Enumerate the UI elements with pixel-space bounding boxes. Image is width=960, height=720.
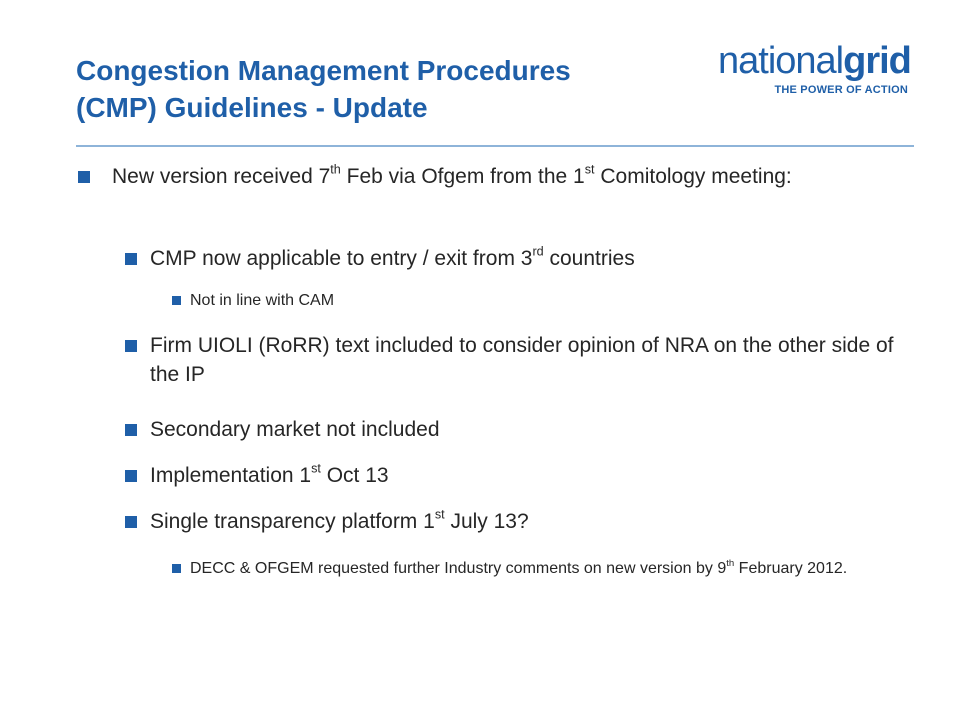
bullet-text [190,557,848,577]
bullet-text-part: July 13? [444,510,529,533]
bullet-item-level3 [190,558,902,580]
bullet-item-level2 [150,331,902,389]
bullet-text-part: February 2012. [734,560,848,577]
ordinal-suffix: rd [532,244,544,259]
bullet-text-part: Oct 13 [320,464,389,487]
square-bullet-icon [172,564,181,573]
bullet-item-level2 [150,507,902,536]
ordinal-suffix: th [726,557,735,569]
bullet-item-level1 [112,162,902,191]
square-bullet-icon [125,516,137,528]
bullet-text-part: Implementation 1 [150,464,312,487]
bullet-text-part: New version received 7 [112,165,331,188]
bullet-text-part: CMP now applicable to entry / exit from 3 [150,247,533,270]
ordinal-suffix: st [434,507,445,522]
square-bullet-icon [78,171,90,183]
bullet-text [190,292,334,309]
bullet-text-part: Feb via Ofgem from the 1 [340,165,585,188]
square-bullet-icon [172,296,181,305]
logo-tagline: THE POWER OF ACTION [774,84,908,96]
square-bullet-icon [125,424,137,436]
slide-title-line1: Congestion Management Procedures [76,55,571,86]
bullet-text [112,162,792,188]
bullet-text [150,461,389,487]
bullet-item-level2 [150,461,902,490]
bullet-item-level3 [190,290,902,312]
ordinal-suffix: th [330,162,341,177]
bullet-text-part: countries [543,247,635,270]
bullet-text-part: Secondary market not included [150,418,440,441]
bullet-text-part: Firm UIOLI (RoRR) text included to consider opinion of NRA on the other side of the IP [150,334,894,386]
square-bullet-icon [125,340,137,352]
bullet-text-part: Comitology meeting: [594,165,792,188]
slide-title-line2: (CMP) Guidelines - Update [76,92,428,123]
square-bullet-icon [125,253,137,265]
ordinal-suffix: st [311,461,321,476]
bullet-text [150,244,635,270]
bullet-text [150,334,894,386]
bullet-text-part: Not in line with CAM [190,292,335,309]
logo-word-bold: grid [843,40,911,82]
bullet-text-part: DECC & OFGEM requested further Industry comments on new version by 9 [190,560,727,577]
bullet-text [150,418,440,441]
ordinal-suffix: st [584,162,595,177]
bullet-text [150,507,529,533]
square-bullet-icon [125,470,137,482]
logo-word-light: national [718,40,844,82]
bullet-text-part: Single transparency platform 1 [150,510,435,533]
bullet-item-level2 [150,244,902,273]
bullet-item-level2 [150,415,902,444]
